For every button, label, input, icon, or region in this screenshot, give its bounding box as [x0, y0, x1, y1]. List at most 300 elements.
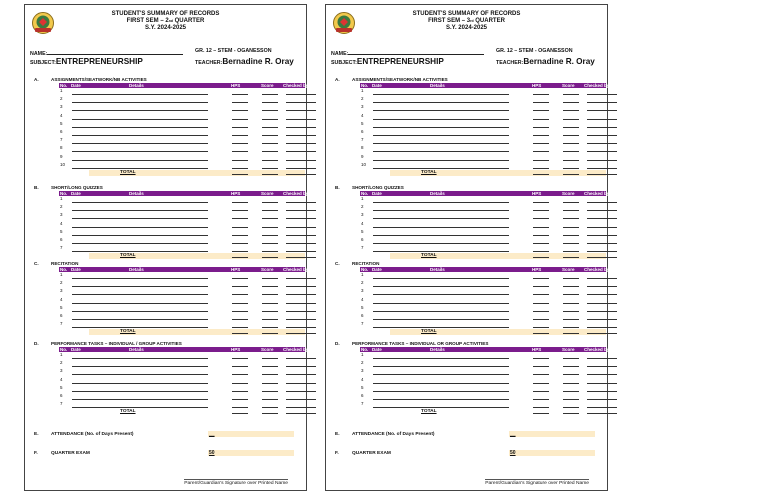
- blank-entry-line[interactable]: [286, 160, 316, 161]
- blank-entry-line[interactable]: [373, 210, 397, 211]
- blank-entry-line[interactable]: [533, 235, 549, 236]
- blank-entry-line[interactable]: [262, 383, 278, 384]
- blank-entry-line[interactable]: [533, 303, 549, 304]
- blank-entry-line[interactable]: [373, 374, 397, 375]
- blank-entry-line[interactable]: [262, 119, 278, 120]
- blank-entry-line[interactable]: [232, 94, 248, 95]
- blank-entry-line[interactable]: [262, 319, 278, 320]
- blank-entry-line[interactable]: [286, 227, 316, 228]
- blank-entry-line[interactable]: [72, 119, 96, 120]
- blank-entry-line[interactable]: [533, 366, 549, 367]
- blank-entry-line[interactable]: [397, 327, 509, 328]
- blank-entry-line[interactable]: [232, 160, 248, 161]
- blank-entry-line[interactable]: [373, 399, 397, 400]
- blank-entry-line[interactable]: [587, 383, 617, 384]
- blank-entry-line[interactable]: [72, 358, 96, 359]
- blank-entry-line[interactable]: [397, 383, 509, 384]
- blank-entry-line[interactable]: [563, 251, 579, 252]
- blank-entry-line[interactable]: [397, 311, 509, 312]
- blank-entry-line[interactable]: [72, 294, 96, 295]
- blank-entry-line[interactable]: [96, 278, 208, 279]
- blank-entry-line[interactable]: [587, 210, 617, 211]
- blank-entry-line[interactable]: [587, 294, 617, 295]
- blank-entry-line[interactable]: [72, 210, 96, 211]
- blank-entry-line[interactable]: [286, 399, 316, 400]
- blank-entry-line[interactable]: [373, 407, 397, 408]
- blank-entry-line[interactable]: [262, 143, 278, 144]
- blank-entry-line[interactable]: [563, 278, 579, 279]
- blank-entry-line[interactable]: [533, 383, 549, 384]
- blank-entry-line[interactable]: [286, 358, 316, 359]
- blank-entry-line[interactable]: [563, 366, 579, 367]
- blank-entry-line[interactable]: [96, 210, 208, 211]
- blank-entry-line[interactable]: [587, 119, 617, 120]
- blank-entry-line[interactable]: [397, 202, 509, 203]
- blank-entry-line[interactable]: [72, 383, 96, 384]
- blank-entry-line[interactable]: [96, 110, 208, 111]
- blank-entry-line[interactable]: [232, 218, 248, 219]
- blank-entry-line[interactable]: [262, 278, 278, 279]
- blank-entry-line[interactable]: [96, 391, 208, 392]
- blank-entry-line[interactable]: [373, 243, 397, 244]
- blank-entry-line[interactable]: [397, 374, 509, 375]
- blank-entry-line[interactable]: [397, 391, 509, 392]
- blank-entry-line[interactable]: [587, 399, 617, 400]
- blank-entry-line[interactable]: [232, 110, 248, 111]
- blank-entry-line[interactable]: [232, 399, 248, 400]
- blank-entry-line[interactable]: [96, 366, 208, 367]
- blank-entry-line[interactable]: [563, 210, 579, 211]
- blank-entry-line[interactable]: [72, 151, 96, 152]
- blank-entry-line[interactable]: [262, 227, 278, 228]
- blank-entry-line[interactable]: [262, 374, 278, 375]
- blank-entry-line[interactable]: [373, 94, 397, 95]
- total-blank-line[interactable]: [232, 333, 248, 334]
- blank-entry-line[interactable]: [286, 110, 316, 111]
- blank-entry-line[interactable]: [96, 383, 208, 384]
- blank-entry-line[interactable]: [373, 102, 397, 103]
- blank-entry-line[interactable]: [373, 218, 397, 219]
- blank-entry-line[interactable]: [262, 110, 278, 111]
- blank-entry-line[interactable]: [533, 151, 549, 152]
- blank-entry-line[interactable]: [563, 135, 579, 136]
- blank-entry-line[interactable]: [232, 383, 248, 384]
- attendance-value[interactable]: __: [510, 431, 516, 437]
- blank-entry-line[interactable]: [587, 110, 617, 111]
- blank-entry-line[interactable]: [373, 160, 397, 161]
- blank-entry-line[interactable]: [232, 278, 248, 279]
- blank-entry-line[interactable]: [533, 251, 549, 252]
- blank-entry-line[interactable]: [232, 235, 248, 236]
- blank-entry-line[interactable]: [262, 210, 278, 211]
- blank-entry-line[interactable]: [72, 286, 96, 287]
- blank-entry-line[interactable]: [563, 143, 579, 144]
- blank-entry-line[interactable]: [563, 303, 579, 304]
- blank-entry-line[interactable]: [232, 303, 248, 304]
- blank-entry-line[interactable]: [563, 407, 579, 408]
- blank-entry-line[interactable]: [373, 358, 397, 359]
- blank-entry-line[interactable]: [563, 391, 579, 392]
- blank-entry-line[interactable]: [232, 366, 248, 367]
- blank-entry-line[interactable]: [232, 227, 248, 228]
- total-blank-line[interactable]: [262, 413, 278, 414]
- blank-entry-line[interactable]: [96, 102, 208, 103]
- blank-entry-line[interactable]: [373, 327, 397, 328]
- blank-entry-line[interactable]: [286, 168, 316, 169]
- blank-entry-line[interactable]: [587, 218, 617, 219]
- blank-entry-line[interactable]: [373, 251, 397, 252]
- blank-entry-line[interactable]: [96, 168, 208, 169]
- blank-entry-line[interactable]: [563, 286, 579, 287]
- blank-entry-line[interactable]: [262, 218, 278, 219]
- blank-entry-line[interactable]: [286, 278, 316, 279]
- blank-entry-line[interactable]: [286, 391, 316, 392]
- blank-entry-line[interactable]: [232, 127, 248, 128]
- blank-entry-line[interactable]: [373, 143, 397, 144]
- blank-entry-line[interactable]: [72, 160, 96, 161]
- blank-entry-line[interactable]: [232, 391, 248, 392]
- blank-entry-line[interactable]: [563, 151, 579, 152]
- blank-entry-line[interactable]: [262, 235, 278, 236]
- blank-entry-line[interactable]: [286, 102, 316, 103]
- total-blank-line[interactable]: [262, 333, 278, 334]
- blank-entry-line[interactable]: [563, 110, 579, 111]
- blank-entry-line[interactable]: [286, 202, 316, 203]
- blank-entry-line[interactable]: [563, 319, 579, 320]
- blank-entry-line[interactable]: [232, 119, 248, 120]
- blank-entry-line[interactable]: [373, 366, 397, 367]
- name-field[interactable]: [30, 48, 183, 57]
- total-blank-line[interactable]: [587, 257, 617, 258]
- blank-entry-line[interactable]: [533, 202, 549, 203]
- blank-entry-line[interactable]: [96, 327, 208, 328]
- blank-entry-line[interactable]: [397, 160, 509, 161]
- blank-entry-line[interactable]: [397, 210, 509, 211]
- blank-entry-line[interactable]: [563, 218, 579, 219]
- blank-entry-line[interactable]: [533, 294, 549, 295]
- blank-entry-line[interactable]: [96, 143, 208, 144]
- blank-entry-line[interactable]: [286, 303, 316, 304]
- blank-entry-line[interactable]: [232, 135, 248, 136]
- parent-signature-line[interactable]: Parent/Guardian's Signature over Printed Name: [184, 481, 288, 486]
- blank-entry-line[interactable]: [587, 243, 617, 244]
- blank-entry-line[interactable]: [533, 110, 549, 111]
- blank-entry-line[interactable]: [286, 374, 316, 375]
- blank-entry-line[interactable]: [232, 358, 248, 359]
- blank-entry-line[interactable]: [72, 94, 96, 95]
- blank-entry-line[interactable]: [533, 278, 549, 279]
- total-blank-line[interactable]: [286, 257, 316, 258]
- blank-entry-line[interactable]: [373, 151, 397, 152]
- blank-entry-line[interactable]: [96, 303, 208, 304]
- blank-entry-line[interactable]: [72, 110, 96, 111]
- blank-entry-line[interactable]: [533, 243, 549, 244]
- blank-entry-line[interactable]: [286, 327, 316, 328]
- blank-entry-line[interactable]: [563, 94, 579, 95]
- blank-entry-line[interactable]: [72, 391, 96, 392]
- blank-entry-line[interactable]: [587, 102, 617, 103]
- blank-entry-line[interactable]: [587, 407, 617, 408]
- blank-entry-line[interactable]: [373, 294, 397, 295]
- blank-entry-line[interactable]: [533, 286, 549, 287]
- blank-entry-line[interactable]: [533, 374, 549, 375]
- blank-entry-line[interactable]: [286, 151, 316, 152]
- blank-entry-line[interactable]: [286, 251, 316, 252]
- blank-entry-line[interactable]: [397, 119, 509, 120]
- blank-entry-line[interactable]: [563, 374, 579, 375]
- blank-entry-line[interactable]: [72, 407, 96, 408]
- blank-entry-line[interactable]: [373, 391, 397, 392]
- blank-entry-line[interactable]: [563, 102, 579, 103]
- blank-entry-line[interactable]: [96, 151, 208, 152]
- blank-entry-line[interactable]: [397, 227, 509, 228]
- blank-entry-line[interactable]: [72, 399, 96, 400]
- blank-entry-line[interactable]: [286, 119, 316, 120]
- blank-entry-line[interactable]: [587, 94, 617, 95]
- blank-entry-line[interactable]: [563, 168, 579, 169]
- blank-entry-line[interactable]: [96, 119, 208, 120]
- blank-entry-line[interactable]: [397, 218, 509, 219]
- blank-entry-line[interactable]: [262, 251, 278, 252]
- blank-entry-line[interactable]: [373, 278, 397, 279]
- blank-entry-line[interactable]: [587, 151, 617, 152]
- blank-entry-line[interactable]: [72, 278, 96, 279]
- blank-entry-line[interactable]: [232, 143, 248, 144]
- blank-entry-line[interactable]: [373, 127, 397, 128]
- total-blank-line[interactable]: [587, 333, 617, 334]
- total-blank-line[interactable]: [262, 257, 278, 258]
- total-blank-line[interactable]: [232, 413, 248, 414]
- blank-entry-line[interactable]: [72, 218, 96, 219]
- blank-entry-line[interactable]: [262, 303, 278, 304]
- blank-entry-line[interactable]: [397, 303, 509, 304]
- blank-entry-line[interactable]: [232, 327, 248, 328]
- blank-entry-line[interactable]: [563, 311, 579, 312]
- blank-entry-line[interactable]: [262, 94, 278, 95]
- blank-entry-line[interactable]: [96, 399, 208, 400]
- blank-entry-line[interactable]: [563, 327, 579, 328]
- blank-entry-line[interactable]: [72, 135, 96, 136]
- blank-entry-line[interactable]: [286, 210, 316, 211]
- blank-entry-line[interactable]: [587, 311, 617, 312]
- blank-entry-line[interactable]: [286, 235, 316, 236]
- blank-entry-line[interactable]: [533, 135, 549, 136]
- blank-entry-line[interactable]: [96, 235, 208, 236]
- blank-entry-line[interactable]: [286, 143, 316, 144]
- blank-entry-line[interactable]: [262, 311, 278, 312]
- exam-value[interactable]: 50: [510, 450, 516, 456]
- blank-entry-line[interactable]: [533, 210, 549, 211]
- blank-entry-line[interactable]: [286, 383, 316, 384]
- blank-entry-line[interactable]: [373, 227, 397, 228]
- blank-entry-line[interactable]: [262, 358, 278, 359]
- blank-entry-line[interactable]: [373, 303, 397, 304]
- blank-entry-line[interactable]: [286, 94, 316, 95]
- blank-entry-line[interactable]: [72, 374, 96, 375]
- blank-entry-line[interactable]: [96, 202, 208, 203]
- blank-entry-line[interactable]: [533, 311, 549, 312]
- blank-entry-line[interactable]: [286, 294, 316, 295]
- blank-entry-line[interactable]: [563, 399, 579, 400]
- blank-entry-line[interactable]: [72, 319, 96, 320]
- total-blank-line[interactable]: [533, 257, 549, 258]
- blank-entry-line[interactable]: [587, 251, 617, 252]
- blank-entry-line[interactable]: [373, 202, 397, 203]
- blank-entry-line[interactable]: [533, 218, 549, 219]
- blank-entry-line[interactable]: [262, 294, 278, 295]
- blank-entry-line[interactable]: [232, 151, 248, 152]
- blank-entry-line[interactable]: [96, 374, 208, 375]
- total-blank-line[interactable]: [533, 333, 549, 334]
- blank-entry-line[interactable]: [232, 311, 248, 312]
- blank-entry-line[interactable]: [72, 227, 96, 228]
- blank-entry-line[interactable]: [397, 278, 509, 279]
- blank-entry-line[interactable]: [96, 243, 208, 244]
- blank-entry-line[interactable]: [563, 227, 579, 228]
- blank-entry-line[interactable]: [72, 168, 96, 169]
- blank-entry-line[interactable]: [563, 243, 579, 244]
- blank-entry-line[interactable]: [397, 235, 509, 236]
- blank-entry-line[interactable]: [232, 251, 248, 252]
- blank-entry-line[interactable]: [96, 311, 208, 312]
- blank-entry-line[interactable]: [587, 391, 617, 392]
- blank-entry-line[interactable]: [587, 227, 617, 228]
- blank-entry-line[interactable]: [533, 399, 549, 400]
- blank-entry-line[interactable]: [96, 358, 208, 359]
- blank-entry-line[interactable]: [587, 127, 617, 128]
- blank-entry-line[interactable]: [563, 119, 579, 120]
- blank-entry-line[interactable]: [397, 127, 509, 128]
- blank-entry-line[interactable]: [397, 319, 509, 320]
- blank-entry-line[interactable]: [262, 391, 278, 392]
- blank-entry-line[interactable]: [72, 235, 96, 236]
- blank-entry-line[interactable]: [96, 218, 208, 219]
- blank-entry-line[interactable]: [533, 391, 549, 392]
- blank-entry-line[interactable]: [563, 358, 579, 359]
- blank-entry-line[interactable]: [397, 110, 509, 111]
- blank-entry-line[interactable]: [563, 294, 579, 295]
- blank-entry-line[interactable]: [587, 327, 617, 328]
- total-blank-line[interactable]: [262, 174, 278, 175]
- blank-entry-line[interactable]: [373, 311, 397, 312]
- blank-entry-line[interactable]: [286, 135, 316, 136]
- blank-entry-line[interactable]: [286, 311, 316, 312]
- blank-entry-line[interactable]: [533, 319, 549, 320]
- blank-entry-line[interactable]: [286, 127, 316, 128]
- blank-entry-line[interactable]: [96, 94, 208, 95]
- blank-entry-line[interactable]: [96, 407, 208, 408]
- blank-entry-line[interactable]: [72, 311, 96, 312]
- blank-entry-line[interactable]: [373, 168, 397, 169]
- blank-entry-line[interactable]: [533, 227, 549, 228]
- blank-entry-line[interactable]: [587, 286, 617, 287]
- blank-entry-line[interactable]: [262, 399, 278, 400]
- blank-entry-line[interactable]: [72, 327, 96, 328]
- blank-entry-line[interactable]: [262, 127, 278, 128]
- blank-entry-line[interactable]: [587, 160, 617, 161]
- total-blank-line[interactable]: [232, 174, 248, 175]
- blank-entry-line[interactable]: [587, 303, 617, 304]
- blank-entry-line[interactable]: [262, 407, 278, 408]
- total-blank-line[interactable]: [286, 174, 316, 175]
- blank-entry-line[interactable]: [232, 294, 248, 295]
- blank-entry-line[interactable]: [96, 227, 208, 228]
- blank-entry-line[interactable]: [373, 235, 397, 236]
- blank-entry-line[interactable]: [397, 366, 509, 367]
- blank-entry-line[interactable]: [232, 243, 248, 244]
- blank-entry-line[interactable]: [72, 102, 96, 103]
- blank-entry-line[interactable]: [533, 358, 549, 359]
- blank-entry-line[interactable]: [96, 251, 208, 252]
- exam-value[interactable]: 50: [209, 450, 215, 456]
- blank-entry-line[interactable]: [533, 143, 549, 144]
- blank-entry-line[interactable]: [587, 135, 617, 136]
- blank-entry-line[interactable]: [533, 168, 549, 169]
- blank-entry-line[interactable]: [397, 102, 509, 103]
- blank-entry-line[interactable]: [587, 235, 617, 236]
- blank-entry-line[interactable]: [232, 374, 248, 375]
- blank-entry-line[interactable]: [397, 286, 509, 287]
- total-blank-line[interactable]: [533, 174, 549, 175]
- blank-entry-line[interactable]: [533, 119, 549, 120]
- blank-entry-line[interactable]: [286, 407, 316, 408]
- blank-entry-line[interactable]: [587, 374, 617, 375]
- blank-entry-line[interactable]: [397, 243, 509, 244]
- blank-entry-line[interactable]: [262, 168, 278, 169]
- blank-entry-line[interactable]: [587, 168, 617, 169]
- blank-entry-line[interactable]: [262, 243, 278, 244]
- blank-entry-line[interactable]: [587, 202, 617, 203]
- parent-signature-line[interactable]: Parent/Guardian's Signature over Printed Name: [485, 481, 589, 486]
- blank-entry-line[interactable]: [533, 94, 549, 95]
- blank-entry-line[interactable]: [96, 286, 208, 287]
- blank-entry-line[interactable]: [373, 110, 397, 111]
- blank-entry-line[interactable]: [286, 366, 316, 367]
- blank-entry-line[interactable]: [72, 143, 96, 144]
- total-blank-line[interactable]: [563, 333, 579, 334]
- blank-entry-line[interactable]: [72, 243, 96, 244]
- blank-entry-line[interactable]: [397, 358, 509, 359]
- blank-entry-line[interactable]: [563, 127, 579, 128]
- blank-entry-line[interactable]: [232, 286, 248, 287]
- blank-entry-line[interactable]: [232, 210, 248, 211]
- blank-entry-line[interactable]: [262, 151, 278, 152]
- blank-entry-line[interactable]: [96, 127, 208, 128]
- blank-entry-line[interactable]: [96, 160, 208, 161]
- blank-entry-line[interactable]: [96, 319, 208, 320]
- blank-entry-line[interactable]: [533, 160, 549, 161]
- blank-entry-line[interactable]: [587, 319, 617, 320]
- blank-entry-line[interactable]: [286, 218, 316, 219]
- blank-entry-line[interactable]: [397, 251, 509, 252]
- total-blank-line[interactable]: [563, 413, 579, 414]
- blank-entry-line[interactable]: [373, 119, 397, 120]
- blank-entry-line[interactable]: [72, 303, 96, 304]
- blank-entry-line[interactable]: [533, 102, 549, 103]
- blank-entry-line[interactable]: [587, 366, 617, 367]
- blank-entry-line[interactable]: [232, 202, 248, 203]
- blank-entry-line[interactable]: [262, 160, 278, 161]
- blank-entry-line[interactable]: [72, 127, 96, 128]
- blank-entry-line[interactable]: [262, 102, 278, 103]
- name-blank-line[interactable]: [348, 48, 484, 55]
- total-blank-line[interactable]: [587, 174, 617, 175]
- blank-entry-line[interactable]: [286, 319, 316, 320]
- total-blank-line[interactable]: [286, 333, 316, 334]
- total-blank-line[interactable]: [232, 257, 248, 258]
- blank-entry-line[interactable]: [587, 143, 617, 144]
- blank-entry-line[interactable]: [397, 407, 509, 408]
